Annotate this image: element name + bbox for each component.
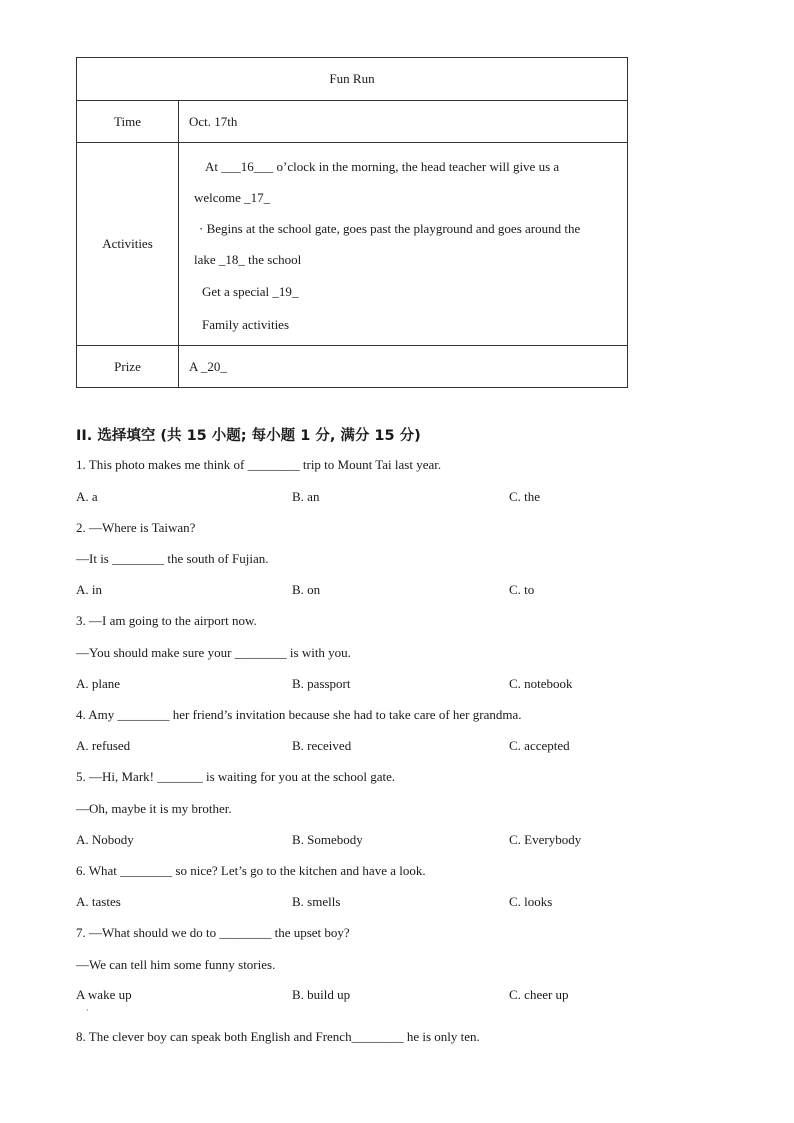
option-b: B. an	[292, 489, 320, 504]
option-a: A. in	[76, 582, 102, 597]
option-c: C. Everybody	[509, 832, 582, 847]
activity-line: · Begins at the school gate, goes past the playground and goes around the	[199, 220, 581, 236]
option-c: C. accepted	[509, 738, 570, 753]
prize-value: A _20_	[179, 346, 628, 388]
option-c: C. cheer up	[509, 987, 569, 1002]
activity-line: At ___16___ o’clock in the morning, the head teacher will give us a	[205, 158, 560, 174]
option-a: A. plane	[76, 676, 121, 691]
option-a: A. refused	[76, 738, 131, 753]
option-a: A. a	[76, 489, 98, 504]
activity-line: lake _18_ the school	[194, 251, 302, 267]
question-text: 5. —Hi, Mark! _______ is waiting for you at the school gate.	[76, 769, 396, 784]
section-heading: II. 选择填空 (共 15 小题; 每小题 1 分, 满分 15 分)	[76, 428, 421, 444]
fun-run-table	[76, 57, 628, 388]
time-value: Oct. 17th	[179, 101, 628, 143]
option-c: C. notebook	[509, 676, 573, 691]
option-a: A. tastes	[76, 894, 121, 909]
option-c: C. looks	[509, 894, 553, 909]
option-b: B. build up	[292, 987, 351, 1002]
question-text: 4. Amy ________ her friend’s invitation because she had to take care of her grandma.	[76, 707, 522, 722]
activities-cell	[179, 143, 628, 346]
option-c: C. to	[509, 582, 535, 597]
table-title: Fun Run	[77, 58, 628, 101]
question-text: —We can tell him some funny stories.	[76, 957, 276, 972]
question-text: 8. The clever boy can speak both English and French________ he is only ten.	[76, 1029, 480, 1044]
option-b: B. Somebody	[292, 832, 363, 847]
question-text: —Oh, maybe it is my brother.	[76, 801, 232, 816]
question-text: —You should make sure your ________ is with you.	[76, 645, 351, 660]
option-a: A wake up	[76, 987, 132, 1002]
prize-label: Prize	[77, 346, 179, 388]
question-text: 3. —I am going to the airport now.	[76, 613, 257, 628]
option-a: A. Nobody	[76, 832, 134, 847]
question-text: 2. —Where is Taiwan?	[76, 520, 196, 535]
activities-label: Activities	[77, 143, 179, 346]
option-b: B. smells	[292, 894, 341, 909]
activity-line: Family activities	[202, 316, 290, 332]
question-text: 7. —What should we do to ________ the upset boy?	[76, 925, 350, 940]
question-text: 1. This photo makes me think of ________ trip to Mount Tai last year.	[76, 457, 442, 472]
question-text: 6. What ________ so nice? Let’s go to the kitchen and have a look.	[76, 863, 426, 878]
activity-line: Get a special _19_	[202, 283, 299, 299]
option-b: B. passport	[292, 676, 351, 691]
option-b: B. on	[292, 582, 321, 597]
option-b: B. received	[292, 738, 352, 753]
option-c: C. the	[509, 489, 541, 504]
stray-dot-mark: ·	[86, 1006, 89, 1015]
time-label: Time	[77, 101, 179, 143]
question-text: —It is ________ the south of Fujian.	[76, 551, 269, 566]
activity-line: welcome _17_	[194, 189, 271, 205]
